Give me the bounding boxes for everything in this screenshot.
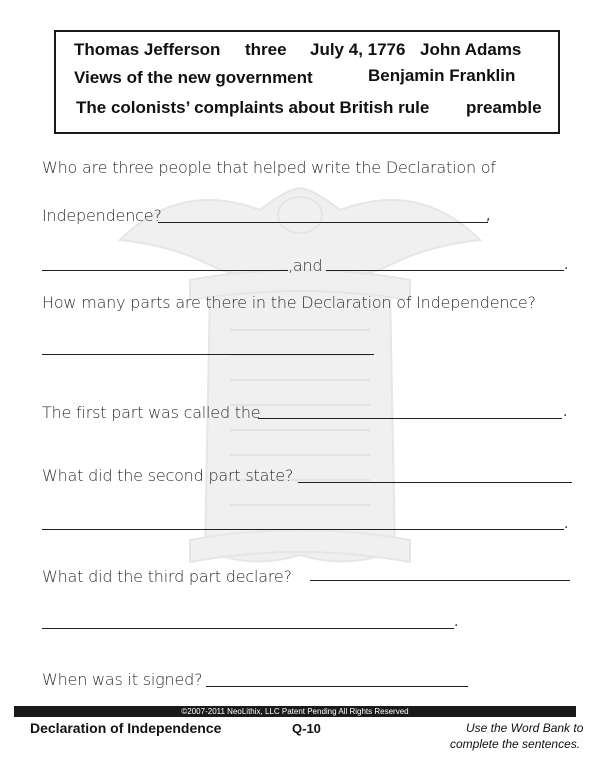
answer-line-4a[interactable] [298,482,572,483]
word-bank-three: three [245,40,287,59]
answer-line-4b[interactable] [42,529,564,530]
word-bank-thomas-jefferson: Thomas Jefferson [74,40,221,59]
word-bank-date: July 4, 1776 [310,40,406,59]
copyright-bar: ©2007-2011 NeoLithix, LLC Patent Pending All Rights Reserved [14,706,576,717]
comma: , [486,208,491,224]
question-6: When was it signed? [42,670,203,689]
period: . [563,404,568,420]
word-bank-complaints: The colonists’ complaints about British rule [76,98,430,117]
question-1-line-2: Independence? [42,206,162,225]
answer-line-1a[interactable] [158,222,488,223]
word-bank-views: Views of the new government [74,68,313,87]
question-4: What did the second part state? [42,466,294,485]
period: . [454,614,459,630]
question-5: What did the third part declare? [42,567,292,586]
answer-line-5b[interactable] [42,628,454,629]
answer-line-1b[interactable] [42,270,288,271]
instruction-line-2: complete the sentences. [450,737,581,751]
word-bank-benjamin-franklin: Benjamin Franklin [368,66,516,85]
eagle-scroll-watermark-icon [110,170,490,590]
answer-line-3[interactable] [258,418,562,419]
period: . [564,257,569,273]
footer-title: Declaration of Independence [30,720,222,736]
answer-line-2[interactable] [42,354,374,355]
question-1-line-1: Who are three people that helped write the Declaration of [42,158,496,177]
page-code: Q-10 [292,721,321,736]
instruction-line-1: Use the Word Bank to [466,721,584,735]
question-2: How many parts are there in the Declaration of Independence? [42,293,536,312]
word-bank-john-adams: John Adams [420,40,522,59]
answer-line-1c[interactable] [326,270,564,271]
answer-line-5a[interactable] [310,580,570,581]
word-bank-preamble: preamble [466,98,542,117]
and-text: ,and [288,256,323,275]
question-3: The first part was called the [42,403,261,422]
answer-line-6[interactable] [206,686,468,687]
period: . [564,516,569,532]
